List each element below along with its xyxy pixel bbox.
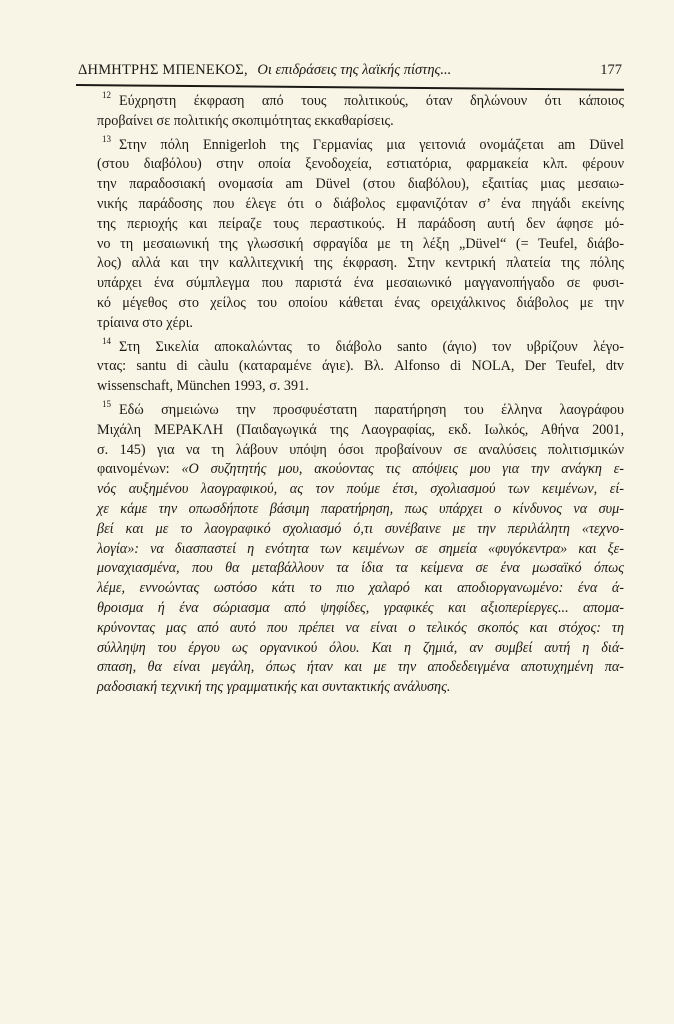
footnote-15 <box>97 398 625 698</box>
footnote-ref: 13 <box>102 133 111 144</box>
footnote-ref: 14 <box>102 335 111 346</box>
footnote-line: τρίαινα στο χέρι. <box>97 314 193 331</box>
quote-line: λέμε, εννοώντας ωστόσο κάτι το πιο χαλαρό και αποδιοργανωμένο: ένα ά- <box>97 580 624 597</box>
quote-start: «Ο συζητητής μου, ακούοντας τις απόψεις μου για την ανάγκη ε- <box>181 461 625 478</box>
footnote-line: την παραδοσιακή ονομασία am Düvel (στου διαβόλου), εξαιτίας μιας μεσαιω- <box>97 176 624 193</box>
quote-line: λογία»: να διασπαστεί η ενότητα των κειμένων σε σημεία «φυγόκεντρα» και ξε- <box>97 540 624 557</box>
footnote-line: $^{13}$ Στην πόλη Ennigerloh της Γερμανίας μια γειτονιά ονομάζεται am Düvel <box>102 133 624 153</box>
footnote-line: της περιοχής και πείραζε τους περαστικούς. Η παράδοση αυτή δεν άφησε μό- <box>97 215 624 232</box>
footnote-text-roman: φαινομένων: <box>97 461 182 478</box>
quote-line: βεί και με το λαογραφικό σχολιασμό ό,τι συνέβαινε με την περιλάλητη «τεχνο- <box>97 520 624 537</box>
header-title: Οι επιδράσεις της λαϊκής πίστης... <box>257 62 452 78</box>
footnote-line: $^{15}$ Εδώ σημειώνω την προσφυέστατη παρατήρηση του έλληνα λαογράφου <box>102 398 624 418</box>
footnote-12 <box>97 90 624 132</box>
footnote-13 <box>97 133 624 334</box>
footnote-ref: 12 <box>102 90 111 100</box>
quote-line: σύλληψη του έργου ως οργανικού όλου. Και η ζημιά, αν συμβεί αυτή η διά- <box>97 639 624 656</box>
footnote-line: (στου διαβόλου) στην οποία ξενοδοχεία, εστιατόρια, φαρμακεία κλπ. φέρουν <box>97 156 624 173</box>
footnote-14 <box>97 335 624 397</box>
running-header <box>78 62 622 79</box>
header-rule <box>76 84 624 91</box>
footnote-line: $^{12}$ Εύχρηστη έκφραση από τους πολιτικούς, όταν δηλώνουν ότι κάποιος <box>102 90 624 109</box>
quote-line: ραδοσιακή τεχνική της γραμματικής και συντακτικής ανάλυσης. <box>97 679 451 696</box>
quote-line: σπαση, θα είναι μεγάλη, όπως ήταν και με την αποδεδειγμένα αποτυχημένη πα- <box>97 659 624 676</box>
page-number: 177 <box>600 62 622 78</box>
footnote-line: λος) αλλά και την καλλιτεχνική της έκφραση. Στην κεντρική πλατεία της πόλης <box>97 255 624 272</box>
footnote-ref: 15 <box>102 398 111 409</box>
footnote-text <box>97 461 624 477</box>
footnote-line: υπάρχει ένα σύμπλεγμα που παριστά ένα μεσαιωνικό μαγγανοπήγαδο σε φυσι- <box>97 275 624 292</box>
footnote-line: νικής παράδοσης που έλεγε ότι ο διάβολος εμφανιζόταν σ’ ένα πηγάδι εκείνης <box>97 195 624 212</box>
quote-line: νός αυξημένου λαογραφικού, ας τον πούμε έτσι, σχολιασμού των κειμένων, εί- <box>97 481 624 498</box>
footnote-line: $^{14}$ Στη Σικελία αποκαλώντας το διάβολο santo (άγιο) τον υβρίζουν λέγο- <box>102 335 624 355</box>
footnote-line: Μιχάλη ΜΕΡΑΚΛΗ (Παιδαγωγικά της Λαογραφίας, εκδ. Ιωλκός, Αθήνα 2001, <box>97 421 624 438</box>
footnote-line: νο τη μεσαιωνική της γλωσσική σφραγίδα με τη λέξη „Düvel“ (= Teufel, διάβο- <box>97 235 624 252</box>
quote-line: κρύνοντας μας από αυτό που πρέπει να είναι ο τελικός σκοπός και στόχος: τη <box>97 619 624 636</box>
quote-line: μοναχιασμένα, που θα μεταβάλλουν τα ίδια τα κείμενα σε ένα μωσαϊκό όπως <box>97 560 624 577</box>
quote-line: θροισμα ή ένα σώριασμα από ψηφίδες, γραφικές και αξιοπερίεργες... απομα- <box>97 599 624 616</box>
quote-line: χε κάμε την οπωσδήποτε βάσιμη παρατήρηση, πως υπάρχει ο κίνδυνος να συμ- <box>97 500 624 517</box>
footnote-line: κό μέγεθος στο χείλος του οποίου κάθεται ένας ορειχάλκινος διάβολος με την <box>97 294 624 311</box>
footnote-line <box>97 460 624 480</box>
footnote-line: σ. 145) για να τη λάβουν υπόψη όσοι προβαίνουν σε αναλύσεις πολιτισμικών <box>97 441 624 458</box>
footnote-line: προβαίνει σε πολιτικής σκοπιμότητας εκκαθαρίσεις. <box>97 112 394 129</box>
header-author: ΔΗΜΗΤΡΗΣ ΜΠΕΝΕΚΟΣ, <box>78 62 248 78</box>
footnote-line: wissenschaft, München 1993, σ. 391. <box>97 378 309 395</box>
footnote-line: ντας: santu di càulu (καταραμένε άγιε). Βλ. Alfonso di NOLA, Der Teufel, dtv <box>97 358 624 375</box>
footnotes <box>97 90 625 702</box>
